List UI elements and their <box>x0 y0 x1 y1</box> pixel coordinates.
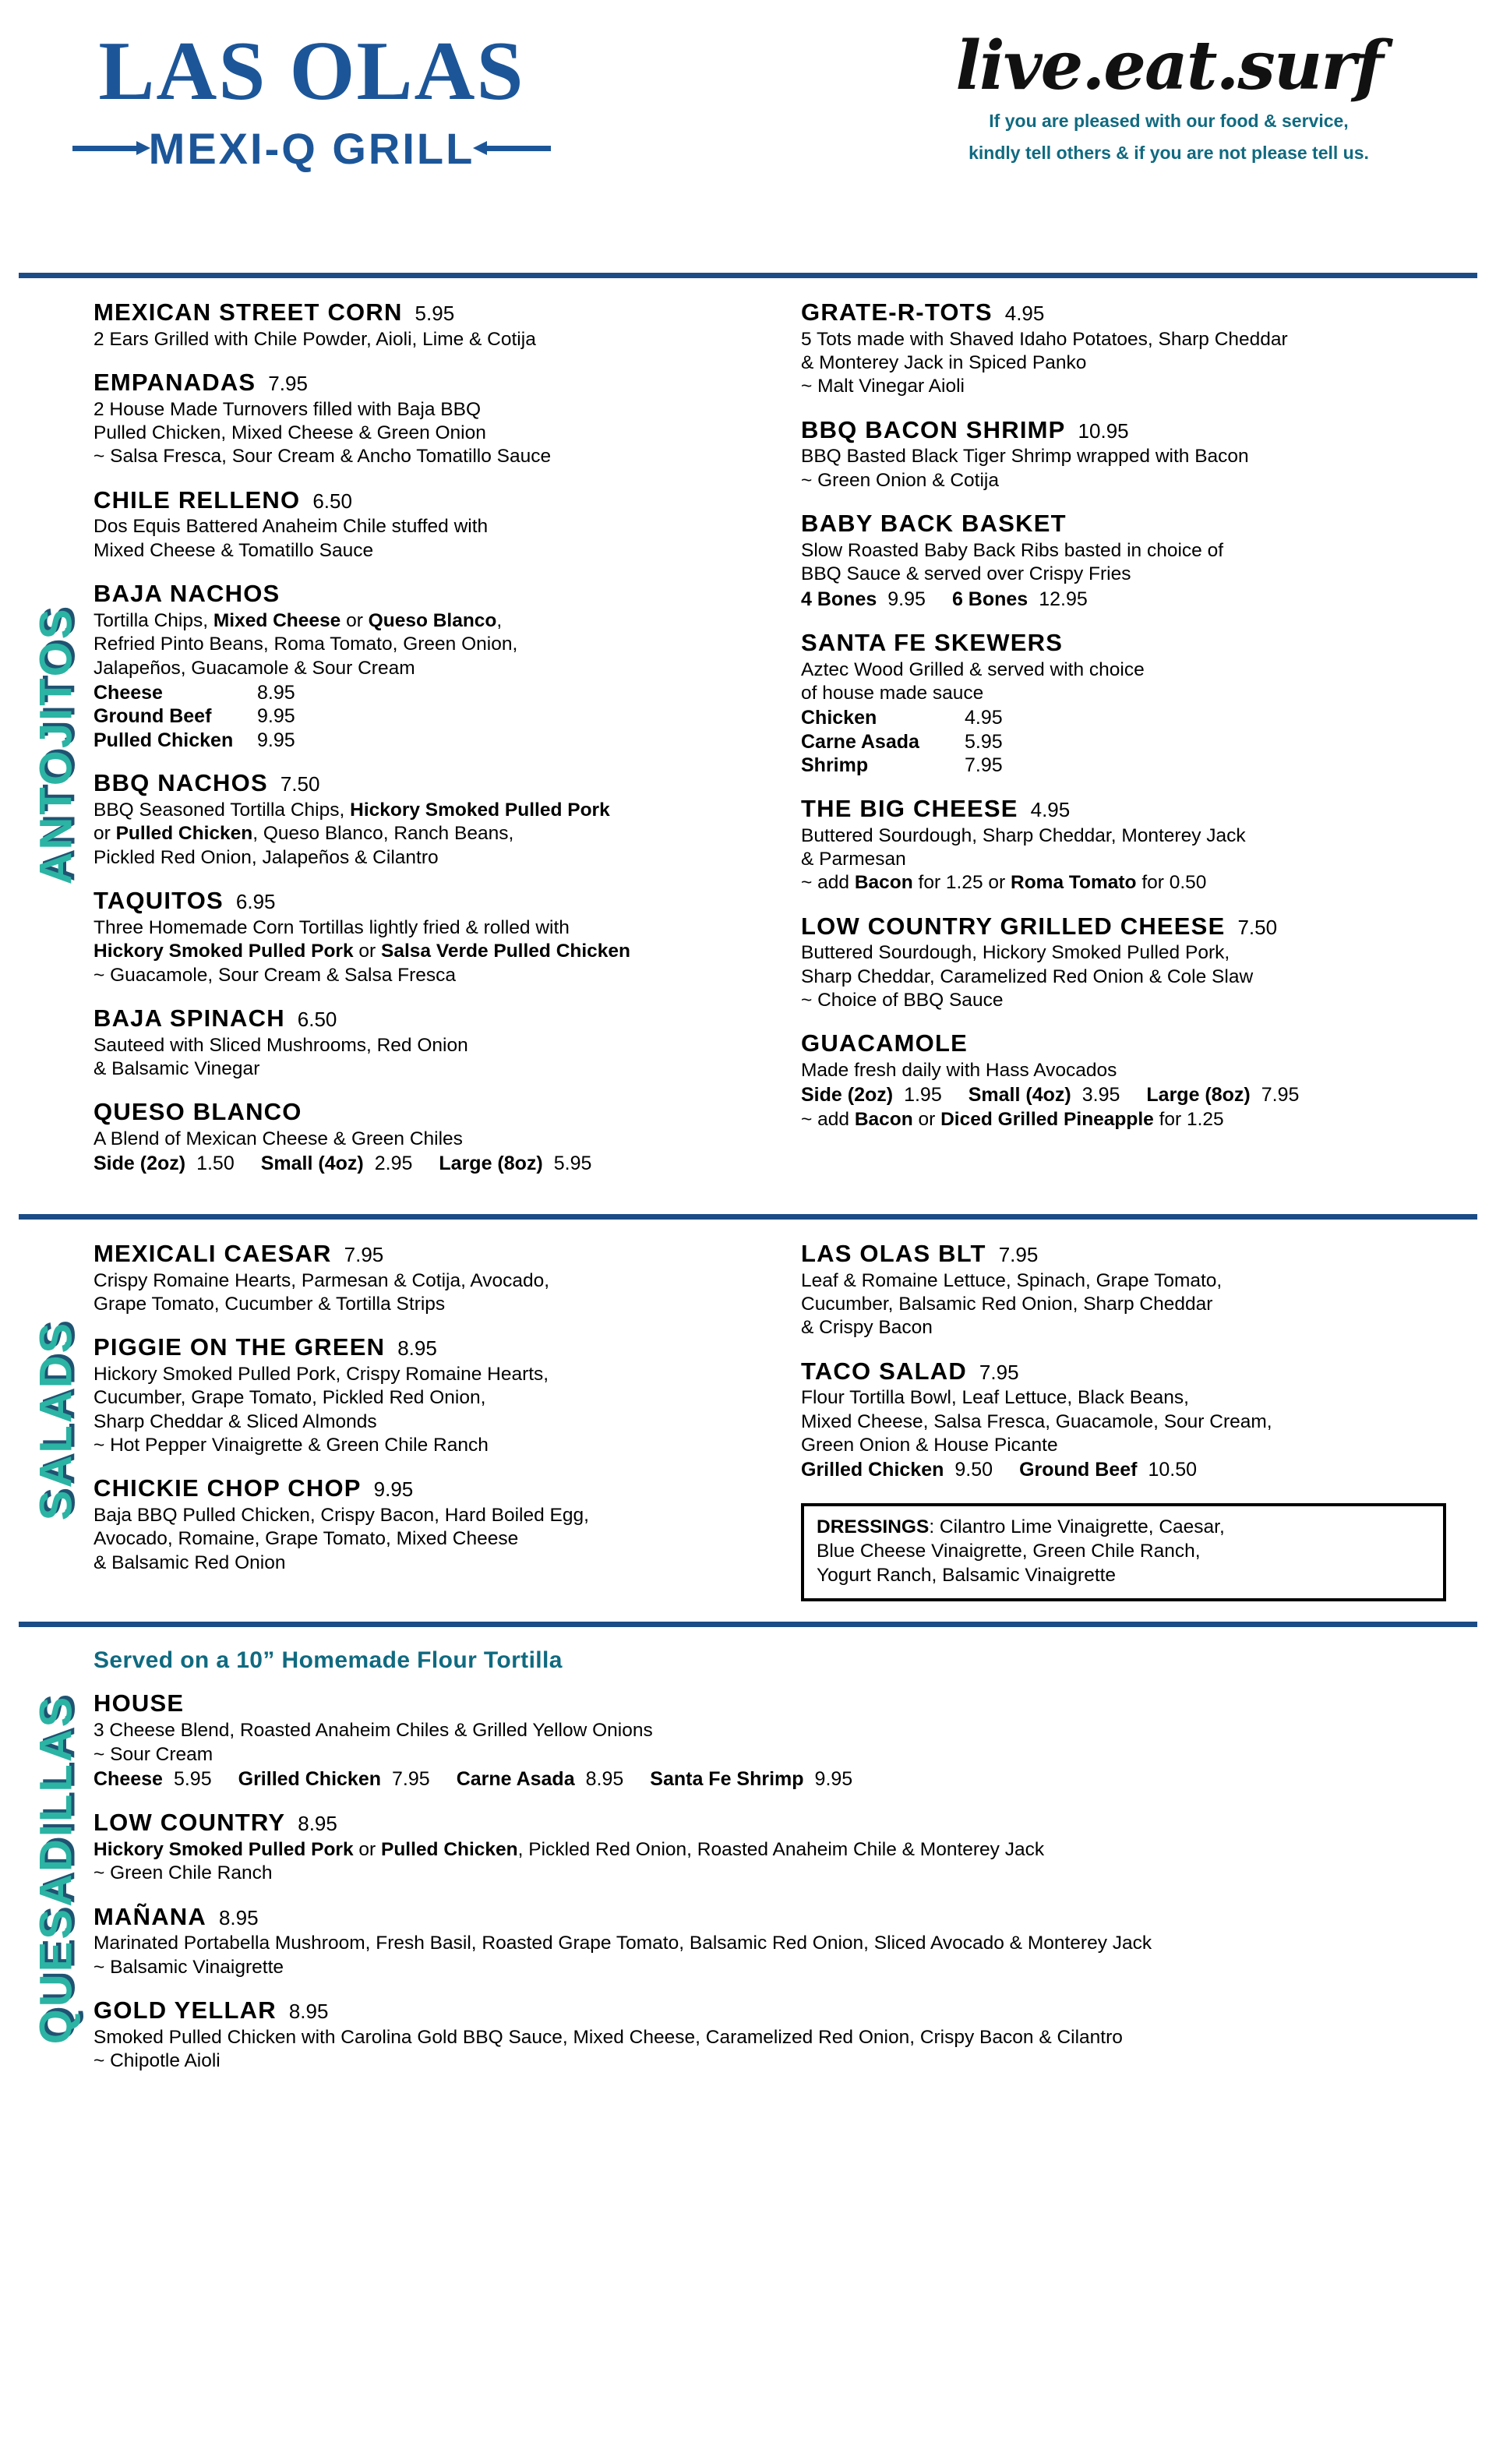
section-salads <box>0 1220 1496 1622</box>
menu-item-description-line: Made fresh daily with Hass Avocados <box>801 1060 1117 1082</box>
menu-item-name: LAS OLAS BLT <box>801 1239 986 1267</box>
logo-rule-left-icon <box>72 146 138 151</box>
menu-item-description-line: ~ add Bacon for 1.25 or Roma Tomato for 0.50 <box>801 872 1207 894</box>
price-option-value: 1.50 <box>196 1153 235 1175</box>
menu-item-price: 7.95 <box>268 372 308 396</box>
menu-item-name: MEXICALI CAESAR <box>94 1239 332 1267</box>
menu-item-description-line: Green Onion & House Picante <box>801 1435 1058 1456</box>
menu-item <box>94 1098 770 1177</box>
menu-item <box>94 769 770 870</box>
dressings-title: DRESSINGS <box>817 1516 930 1537</box>
menu-item-header <box>94 1903 1477 1931</box>
price-option-label: Grilled Chicken <box>238 1767 382 1790</box>
menu-item <box>94 887 770 987</box>
price-option-label: Carne Asada <box>456 1767 575 1790</box>
price-option-row <box>801 754 1477 778</box>
menu-item-name: QUESO BLANCO <box>94 1098 302 1126</box>
price-option-label: Santa Fe Shrimp <box>650 1767 804 1790</box>
menu-item-description-line: 3 Cheese Blend, Roasted Anaheim Chiles & Grilled Yellow Onions <box>94 1720 653 1742</box>
dressings-line-1 <box>817 1516 1431 1540</box>
menu-item-name: GRATE-R-TOTS <box>801 298 993 326</box>
menu-item-price-table <box>801 706 1477 778</box>
menu-item-price: 10.95 <box>1078 418 1129 443</box>
menu-item-name: BABY BACK BASKET <box>801 510 1067 538</box>
menu-item-description-line: A Blend of Mexican Cheese & Green Chiles <box>94 1128 463 1149</box>
menu-item-header <box>94 298 770 327</box>
menu-item-header <box>94 1004 770 1033</box>
menu-item-name: BBQ BACON SHRIMP <box>801 415 1066 443</box>
menu-item-name: MEXICAN STREET CORN <box>94 298 403 326</box>
menu-item-header <box>801 416 1477 444</box>
menu-item-description-line: Pulled Chicken, Mixed Cheese & Green Onion <box>94 422 486 444</box>
price-option-row <box>801 706 1477 730</box>
menu-item-description-line: Buttered Sourdough, Hickory Smoked Pulled Pork, <box>801 942 1230 964</box>
menu-item-header <box>94 1996 1477 2025</box>
menu-item-name: BAJA SPINACH <box>94 1004 285 1032</box>
menu-item-name: LOW COUNTRY GRILLED CHEESE <box>801 912 1226 940</box>
menu-item-price-table <box>94 681 770 753</box>
menu-item <box>94 486 770 563</box>
menu-item-description-line: Sharp Cheddar & Sliced Almonds <box>94 1410 377 1432</box>
price-option-value: 5.95 <box>553 1153 592 1175</box>
dressings-box <box>801 1503 1446 1602</box>
price-option-value: 9.95 <box>814 1767 853 1790</box>
menu-item <box>94 1004 770 1081</box>
antojitos-right-column <box>801 298 1477 1194</box>
section-quesadillas <box>0 1627 1496 2110</box>
price-option-label: Carne Asada <box>801 730 919 753</box>
menu-item-description-line: Pickled Red Onion, Jalapeños & Cilantro <box>94 846 439 868</box>
menu-item <box>801 510 1477 612</box>
menu-item-description-line: or Pulled Chicken, Queso Blanco, Ranch Beans, <box>94 823 514 845</box>
menu-item-description-line: Slow Roasted Baby Back Ribs basted in choice of <box>801 539 1224 561</box>
menu-item-description-line: Jalapeños, Guacamole & Sour Cream <box>94 657 415 679</box>
menu-item <box>94 1474 770 1575</box>
menu-item-header <box>94 1689 1477 1717</box>
menu-item-header <box>801 298 1477 327</box>
price-option-value: 1.95 <box>904 1084 942 1107</box>
section-label-quesadillas <box>19 1647 94 2090</box>
section-label-antojitos <box>19 298 94 1194</box>
price-option-value: 9.95 <box>257 729 295 751</box>
menu-item-name: PIGGIE ON THE GREEN <box>94 1333 386 1361</box>
price-option-label: Side (2oz) <box>94 1153 186 1175</box>
quesadillas-note: Served on a 10” Homemade Flour Tortilla <box>94 1647 563 1674</box>
menu-item-description-line: Sauteed with Sliced Mushrooms, Red Onion <box>94 1034 468 1056</box>
price-option-label: Side (2oz) <box>801 1084 894 1107</box>
price-option-row <box>94 681 770 705</box>
price-option-value: 5.95 <box>173 1767 212 1790</box>
dressings-line-3: Yogurt Ranch, Balsamic Vinaigrette <box>817 1564 1117 1586</box>
price-option-value: 7.95 <box>392 1767 430 1790</box>
menu-item <box>94 369 770 469</box>
price-option-value: 5.95 <box>965 730 1003 753</box>
menu-item-price: 7.95 <box>344 1242 384 1266</box>
menu-item-header <box>801 795 1477 823</box>
menu-item <box>801 1029 1477 1131</box>
quesadillas-column <box>94 1647 1477 2090</box>
menu-item-description-line: ~ Malt Vinegar Aioli <box>801 376 965 397</box>
price-option-value: 4.95 <box>965 707 1003 729</box>
logo-wordmark: LAS OLAS <box>98 25 525 118</box>
menu-item-price-inline <box>801 1457 1477 1483</box>
menu-item-price: 4.95 <box>1030 797 1071 821</box>
menu-item-name: HOUSE <box>94 1689 185 1717</box>
menu-item-header <box>94 369 770 397</box>
menu-item-header <box>801 1240 1477 1268</box>
menu-item-description-line: 2 Ears Grilled with Chile Powder, Aioli, Lime & Cotija <box>94 328 536 350</box>
price-option-value: 10.50 <box>1148 1459 1198 1481</box>
menu-item-price: 6.50 <box>297 1007 337 1031</box>
menu-item-price: 8.95 <box>218 1905 259 1929</box>
menu-item-description-line: Hickory Smoked Pulled Pork or Pulled Chicken, Pickled Red Onion, Roasted Anaheim Chile & Monterey Jack <box>94 1839 1045 1861</box>
price-option-label: Ground Beef <box>94 705 212 728</box>
menu-item-price: 7.95 <box>998 1242 1039 1266</box>
price-option-label: 4 Bones <box>801 588 877 610</box>
menu-item-header <box>801 510 1477 538</box>
menu-item-description-line: ~ Chipotle Aioli <box>94 2050 221 2072</box>
menu-item-name: GOLD YELLAR <box>94 1996 277 2025</box>
dressings-line-1-text: : Cilantro Lime Vinaigrette, Caesar, <box>929 1516 1225 1537</box>
salads-columns <box>94 1240 1477 1602</box>
menu-item-description-line: ~ Guacamole, Sour Cream & Salsa Fresca <box>94 964 457 986</box>
menu-item-name: SANTA FE SKEWERS <box>801 629 1064 657</box>
antojitos-columns <box>94 298 1477 1194</box>
menu-item-description-line: ~ Salsa Fresca, Sour Cream & Ancho Tomatillo Sauce <box>94 446 552 468</box>
menu-item-name: BAJA NACHOS <box>94 580 280 608</box>
menu-item-description-line: Crispy Romaine Hearts, Parmesan & Cotija, Avocado, <box>94 1269 550 1291</box>
tagline-block <box>880 26 1457 165</box>
menu-item-description-line: Mixed Cheese & Tomatillo Sauce <box>94 539 374 561</box>
menu-item-name: GUACAMOLE <box>801 1029 969 1057</box>
menu-item <box>801 298 1477 399</box>
menu-item-description-line: Baja BBQ Pulled Chicken, Crispy Bacon, Hard Boiled Egg, <box>94 1505 589 1527</box>
menu-item-description-line: Leaf & Romaine Lettuce, Spinach, Grape Tomato, <box>801 1269 1223 1291</box>
menu-item <box>801 1240 1477 1340</box>
price-option-value: 9.95 <box>887 588 926 610</box>
menu-item <box>94 298 770 351</box>
price-option-label: Chicken <box>801 707 877 729</box>
section-divider-top <box>19 273 1477 278</box>
menu-item <box>94 1333 770 1457</box>
menu-item-price: 4.95 <box>1004 302 1045 325</box>
menu-item-price: 8.95 <box>397 1336 437 1361</box>
price-option-label: Large (8oz) <box>439 1153 543 1175</box>
menu-item-price: 5.95 <box>415 302 455 325</box>
quesadillas-columns <box>94 1647 1477 2090</box>
quesadillas-items <box>94 1689 1477 2073</box>
menu-item-description-line: Buttered Sourdough, Sharp Cheddar, Monterey Jack <box>801 824 1246 846</box>
section-divider-quesadillas <box>19 1622 1477 1627</box>
menu-item-name: TACO SALAD <box>801 1357 967 1385</box>
salads-right-items <box>801 1240 1477 1483</box>
price-option-label: Small (4oz) <box>260 1153 364 1175</box>
menu-item-description-line: BBQ Sauce & served over Crispy Fries <box>801 563 1131 585</box>
menu-item-header <box>94 1240 770 1268</box>
menu-item-header <box>801 1029 1477 1057</box>
menu-item-description-line: & Balsamic Vinegar <box>94 1057 260 1079</box>
menu-item-description-line: Avocado, Romaine, Grape Tomato, Mixed Cheese <box>94 1528 519 1550</box>
menu-item-name: THE BIG CHEESE <box>801 794 1018 822</box>
menu-item-description-line: Cucumber, Balsamic Red Onion, Sharp Cheddar <box>801 1293 1213 1315</box>
menu-item-header <box>94 887 770 915</box>
menu-item-description-line: ~ Hot Pepper Vinaigrette & Green Chile Ranch <box>94 1435 489 1456</box>
menu-item-header <box>94 580 770 608</box>
menu-item-description-line: Smoked Pulled Chicken with Carolina Gold BBQ Sauce, Mixed Cheese, Caramelized Red Onion, Crispy Bacon & Cilantro <box>94 2026 1123 2048</box>
menu-item-price-inline <box>94 1151 770 1177</box>
menu-item-header <box>801 1357 1477 1386</box>
section-label-salads <box>19 1240 94 1602</box>
price-option-value: 3.95 <box>1081 1084 1120 1107</box>
menu-item-price: 8.95 <box>288 2000 329 2024</box>
menu-item-description-line: Dos Equis Battered Anaheim Chile stuffed with <box>94 516 489 538</box>
menu-item-price: 8.95 <box>298 1812 337 1836</box>
menu-item <box>94 1996 1477 2073</box>
section-label-text: QUESADILLAS <box>30 1694 82 2044</box>
menu-item-description-line: Cucumber, Grape Tomato, Pickled Red Onion, <box>94 1387 486 1409</box>
menu-item <box>801 1357 1477 1483</box>
logo-subtitle-row <box>55 123 569 174</box>
menu-item-description-line: 2 House Made Turnovers filled with Baja BBQ <box>94 398 482 420</box>
menu-item-description-line: Flour Tortilla Bowl, Leaf Lettuce, Black Beans, <box>801 1387 1189 1409</box>
menu-item-description-line: Marinated Portabella Mushroom, Fresh Basil, Roasted Grape Tomato, Balsamic Red Onion, Sliced Avocado & Monterey Jack <box>94 1933 1152 1954</box>
menu-item-description-line: of house made sauce <box>801 683 984 704</box>
price-option-value: 7.95 <box>1261 1084 1300 1107</box>
menu-item-description-line: Sharp Cheddar, Caramelized Red Onion & Cole Slaw <box>801 965 1254 987</box>
menu-item-description-line: Hickory Smoked Pulled Pork or Salsa Verde Pulled Chicken <box>94 941 631 962</box>
menu-item-name: MAÑANA <box>94 1902 206 1930</box>
price-option-label: Cheese <box>94 1767 163 1790</box>
menu-item-description-line: ~ Green Chile Ranch <box>94 1862 273 1884</box>
menu-item-description-line: Grape Tomato, Cucumber & Tortilla Strips <box>94 1293 446 1315</box>
menu-item-description-line: & Monterey Jack in Spiced Panko <box>801 352 1087 374</box>
menu-item-description-line: ~ Balsamic Vinaigrette <box>94 1956 284 1978</box>
menu-header <box>0 0 1496 273</box>
menu-item-description-line: ~ Choice of BBQ Sauce <box>801 990 1004 1011</box>
menu-item-price: 9.95 <box>373 1477 414 1502</box>
price-option-value: 7.95 <box>965 754 1003 777</box>
price-option-label: Ground Beef <box>1019 1459 1138 1481</box>
section-label-text: ANTOJITOS <box>30 607 82 885</box>
price-option-row <box>801 730 1477 754</box>
menu-item-description-line: & Parmesan <box>801 848 906 870</box>
menu-item <box>94 580 770 752</box>
menu-item-price: 6.95 <box>235 890 276 914</box>
price-option-row <box>94 729 770 753</box>
menu-item-name: CHICKIE CHOP CHOP <box>94 1474 362 1502</box>
menu-item-header <box>94 1474 770 1502</box>
price-option-value: 8.95 <box>585 1767 624 1790</box>
menu-item-description-line: Aztec Wood Grilled & served with choice <box>801 658 1145 680</box>
tagline-line-2: kindly tell others & if you are not please tell us. <box>969 143 1369 164</box>
antojitos-left-column <box>94 298 770 1194</box>
menu-item-description-line: ~ Green Onion & Cotija <box>801 469 999 491</box>
menu-item-price-inline <box>801 587 1477 612</box>
price-option-value: 2.95 <box>374 1153 413 1175</box>
menu-item <box>94 1689 1477 1792</box>
salads-right-column <box>801 1240 1477 1602</box>
menu-item-description-line: & Crispy Bacon <box>801 1317 933 1339</box>
menu-item-description-line: & Balsamic Red Onion <box>94 1551 286 1573</box>
menu-item <box>801 416 1477 492</box>
menu-item-header <box>94 486 770 514</box>
salads-left-column <box>94 1240 770 1602</box>
section-antojitos <box>0 278 1496 1214</box>
menu-item-name: EMPANADAS <box>94 369 256 397</box>
price-option-label: Small (4oz) <box>968 1084 1071 1107</box>
menu-item-header <box>94 1809 1477 1837</box>
menu-item-header <box>801 629 1477 657</box>
menu-item-header <box>94 1333 770 1361</box>
menu-item-description-line: Three Homemade Corn Tortillas lightly fried & rolled with <box>94 916 570 938</box>
menu-item <box>801 795 1477 895</box>
logo-subtitle: MEXI-Q GRILL <box>148 124 475 173</box>
menu-item-description-line: BBQ Basted Black Tiger Shrimp wrapped with Bacon <box>801 446 1249 468</box>
price-option-label: Pulled Chicken <box>94 729 234 751</box>
tagline-script: live.eat.surf <box>955 26 1382 105</box>
logo-rule-right-icon <box>485 146 551 151</box>
price-option-label: Cheese <box>94 681 163 704</box>
menu-item-description-line: Refried Pinto Beans, Roma Tomato, Green Onion, <box>94 634 518 655</box>
menu-item-price-inline <box>94 1767 1477 1792</box>
price-option-label: Shrimp <box>801 754 869 777</box>
menu-item-price: 6.50 <box>312 489 352 513</box>
menu-item-header <box>94 769 770 797</box>
price-option-value: 8.95 <box>257 681 295 704</box>
menu-item-name: TAQUITOS <box>94 887 224 915</box>
menu-item <box>94 1903 1477 1979</box>
menu-item-name: CHILE RELLENO <box>94 485 301 514</box>
menu-item-name: BBQ NACHOS <box>94 769 268 797</box>
menu-item-price: 7.50 <box>1237 915 1278 939</box>
menu-item-description-line: ~ add Bacon or Diced Grilled Pineapple for 1.25 <box>801 1108 1224 1130</box>
menu-item <box>801 913 1477 1013</box>
section-label-text: SALADS <box>30 1320 82 1521</box>
menu-item-description-line: BBQ Seasoned Tortilla Chips, Hickory Smoked Pulled Pork <box>94 800 610 821</box>
price-option-label: Grilled Chicken <box>801 1459 944 1481</box>
menu-item-price-inline <box>801 1082 1477 1108</box>
price-option-row <box>94 704 770 729</box>
section-divider-salads <box>19 1214 1477 1220</box>
price-option-value: 9.95 <box>257 705 295 728</box>
restaurant-logo <box>55 25 569 174</box>
menu-item-description-line: Mixed Cheese, Salsa Fresca, Guacamole, Sour Cream, <box>801 1410 1272 1432</box>
price-option-value: 12.95 <box>1039 588 1088 610</box>
menu-item <box>801 629 1477 778</box>
menu-item-header <box>94 1098 770 1126</box>
menu-item-name: LOW COUNTRY <box>94 1809 286 1837</box>
menu-item-description-line: Tortilla Chips, Mixed Cheese or Queso Blanco, <box>94 609 503 631</box>
menu-item <box>94 1240 770 1316</box>
menu-item-price: 7.95 <box>979 1360 1019 1384</box>
menu-item-description-line: ~ Sour Cream <box>94 1743 213 1765</box>
price-option-label: Large (8oz) <box>1146 1084 1251 1107</box>
menu-item-description-line: Hickory Smoked Pulled Pork, Crispy Romaine Hearts, <box>94 1363 549 1385</box>
menu-item-header <box>801 913 1477 941</box>
price-option-label: 6 Bones <box>951 588 1028 610</box>
menu-item-description-line: 5 Tots made with Shaved Idaho Potatoes, Sharp Cheddar <box>801 328 1288 350</box>
menu-item-price: 7.50 <box>280 772 320 796</box>
dressings-line-2: Blue Cheese Vinaigrette, Green Chile Ranch, <box>817 1540 1201 1562</box>
menu-item <box>94 1809 1477 1885</box>
price-option-value: 9.50 <box>954 1459 993 1481</box>
tagline-line-1: If you are pleased with our food & service, <box>989 111 1349 132</box>
